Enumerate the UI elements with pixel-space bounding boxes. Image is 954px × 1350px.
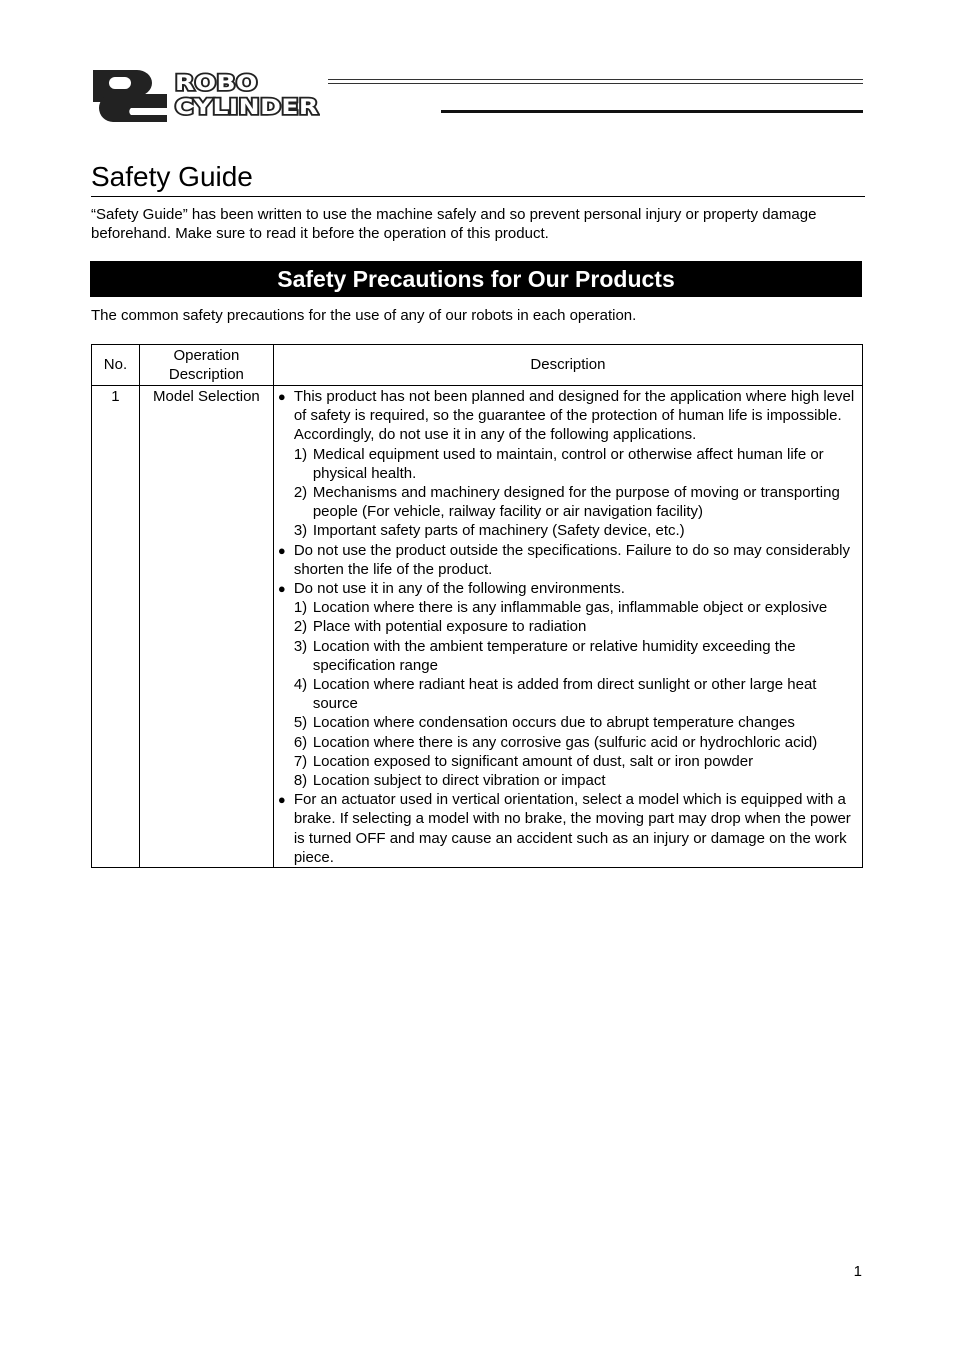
sub-item-text: Mechanisms and machinery designed for the purpose of moving or transporting people (For vehicle, railway facility or air navigation facility) [312,484,840,521]
page-title: Safety Guide [91,160,865,197]
bullet-item [278,541,858,579]
bullet-text: Do not use the product outside the specifications. Failure to do so may considerably shorten the life of the product. [293,541,850,578]
sub-item-number: 5) [293,714,308,732]
table-header-row [92,345,863,386]
sub-item [278,771,858,790]
sub-item [278,675,858,713]
header-rule-thick [441,110,863,113]
cell-no: 1 [92,386,140,868]
sub-item-number: 7) [293,752,308,770]
sub-item-text: Location subject to direct vibration or impact [312,772,606,790]
sub-item [278,713,858,732]
cell-description [273,386,862,868]
bullet-dot-icon: ● [277,542,286,558]
sub-item-number: 1) [293,445,308,463]
rc-logo-icon [91,68,171,124]
sub-item [278,733,858,752]
sub-item-text: Location where there is any inflammable gas, inflammable object or explosive [312,599,828,617]
sub-item [278,483,858,521]
sub-item-number: 1) [293,599,308,617]
bullet-text: Do not use it in any of the following environments. [293,580,625,598]
sub-item-number: 3) [293,522,308,540]
intro-paragraph: “Safety Guide” has been written to use the machine safely and so prevent personal injury or property damage beforehand. Make sure to read it before the operation of this product. [91,206,817,243]
section-banner: Safety Precautions for Our Products [90,261,862,297]
bullet-text: This product has not been planned and designed for the application where high level of safety is required, so the guarantee of the protection of human life is impossible. Accordingly, do not use it in any of the following applications. [293,388,855,444]
sub-item-number: 3) [293,637,308,655]
sub-item-number: 8) [293,772,308,790]
bullet-item [278,790,858,867]
sub-item [278,445,858,483]
sub-item-number: 2) [293,618,308,636]
cell-operation: Model Selection [139,386,273,868]
sub-item-text: Medical equipment used to maintain, control or otherwise affect human life or physical health. [312,445,824,482]
bullet-item [278,579,858,598]
bullet-text: For an actuator used in vertical orientation, select a model which is equipped with a brake. If selecting a model with no brake, the moving part may drop when the power is turned OFF and may cause an accident such as an injury or damage on the work piece. [293,791,851,866]
sub-item-number: 2) [293,484,308,502]
sub-item [278,752,858,771]
sub-item-text: Place with potential exposure to radiation [312,618,587,636]
sub-item-text: Location where radiant heat is added from direct sunlight or other large heat source [312,676,817,713]
sub-item [278,617,858,636]
logo-text-cylinder: CYLINDER [175,94,319,120]
header-description: Description [273,345,862,386]
sub-item-text: Location exposed to significant amount of dust, salt or iron powder [312,752,754,770]
common-precautions-text: The common safety precautions for the use of any of our robots in each operation. [91,307,637,324]
sub-item-number: 4) [293,676,308,694]
table-row [92,386,863,868]
header-no: No. [92,345,140,386]
bullet-dot-icon: ● [277,389,286,404]
logo-text-robo: ROBO [175,70,258,96]
header-rule [328,83,863,84]
header-operation [139,345,273,386]
bullet-item [278,387,858,445]
sub-item-number: 6) [293,733,308,751]
header-operation-line2: Description [168,366,244,383]
bullet-dot-icon: ● [277,581,286,597]
bullet-dot-icon: ● [277,792,286,808]
sub-item-text: Location where there is any corrosive gas (sulfuric acid or hydrochloric acid) [312,733,818,751]
page-number: 1 [853,1263,862,1280]
sub-item-text: Location where condensation occurs due to abrupt temperature changes [312,714,795,732]
header-operation-line1: Operation [173,346,240,364]
sub-item [278,598,858,617]
sub-item [278,521,858,540]
header-rule [328,79,863,80]
sub-item-text: Location with the ambient temperature or relative humidity exceeding the specification range [312,637,796,674]
precautions-table [91,344,863,868]
robo-cylinder-logo [91,68,863,124]
sub-item-text: Important safety parts of machinery (Safety device, etc.) [312,522,685,540]
sub-item [278,637,858,675]
